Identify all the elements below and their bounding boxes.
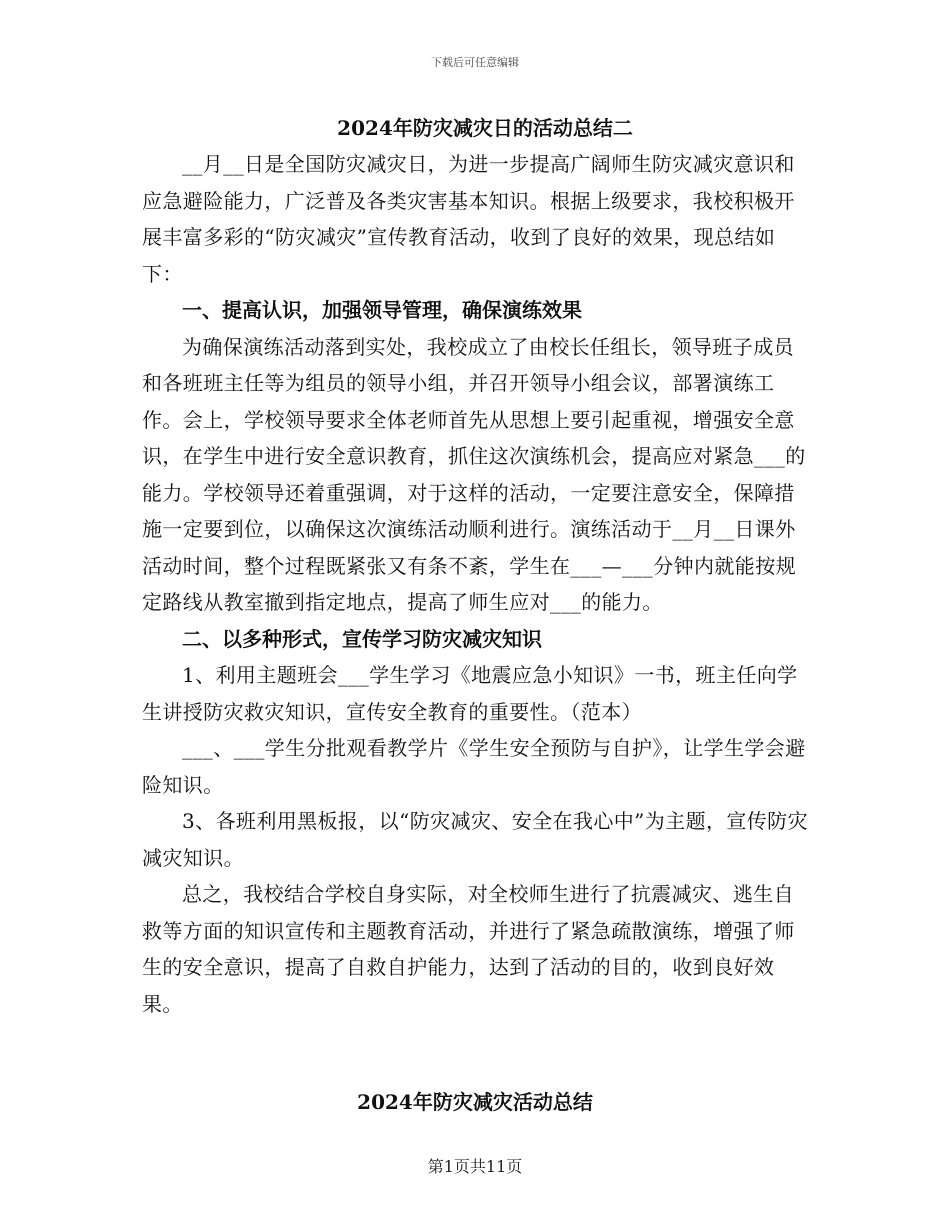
list-item-1: 1、利用主题班会___学生学习《地震应急小知识》一书，班主任向学生讲授防灾救灾知识，宣传安全教育的重要性。（范本）: [142, 663, 798, 724]
section-2-heading: 二、以多种形式，宣传学习防灾减灾知识: [182, 626, 542, 651]
list-item-3: 3、各班利用黑板报，以“防灾减灾、安全在我心中”为主题，宣传防灾减灾知识。: [142, 809, 808, 870]
page-header: 下载后可任意编辑: [431, 56, 519, 69]
intro-paragraph: __月__日是全国防灾减灾日，为进一步提高广阔师生防灾减灾意识和应急避险能力，广泛普及各类灾害基本知识。根据上级要求，我校积极开展丰富多彩的“防灾减灾”宣传教育活动，收到了良好的效果，现总结如下：: [142, 152, 795, 286]
document-title: 2024年防灾减灾日的活动总结二: [337, 116, 633, 140]
page-footer: 第1页共11页: [427, 1157, 523, 1176]
section-1-heading: 一、提高认识，加强领导管理，确保演练效果: [182, 298, 582, 322]
list-item-2: ___、___学生分批观看教学片《学生安全预防与自护》，让学生学会避险知识。: [142, 736, 806, 797]
document-body: [142, 110, 810, 1022]
conclusion-paragraph: 总之，我校结合学校自身实际，对全校师生进行了抗震减灾、逃生自救等方面的知识宣传和主题教育活动，并进行了紧急疏散演练，增强了师生的安全意识，提高了自救自护能力，达到了活动的目的，收到良好效果。: [142, 882, 795, 1016]
next-document-title: 2024年防灾减灾活动总结: [357, 1090, 593, 1114]
section-1-paragraph: 为确保演练活动落到实处，我校成立了由校长任组长，领导班子成员和各班班主任等为组员的领导小组，并召开领导小组会议，部署演练工作。会上，学校领导要求全体老师首先从思想上要引起重视，增强安全意识，在学生中进行安全意识教育，抓住这次演练机会，提高应对紧急___的能力。学校领导还着重强调，对于这样的活动，一定要注意安全，保障措施一定要到位，以确保这次演练活动顺利进行。演练活动于__月__日课外活动时间，整个过程既紧张又有条不紊，学生在___—___分钟内就能按规定路线从教室撤到指定地点，提高了师生应对___的能力。: [142, 334, 806, 614]
